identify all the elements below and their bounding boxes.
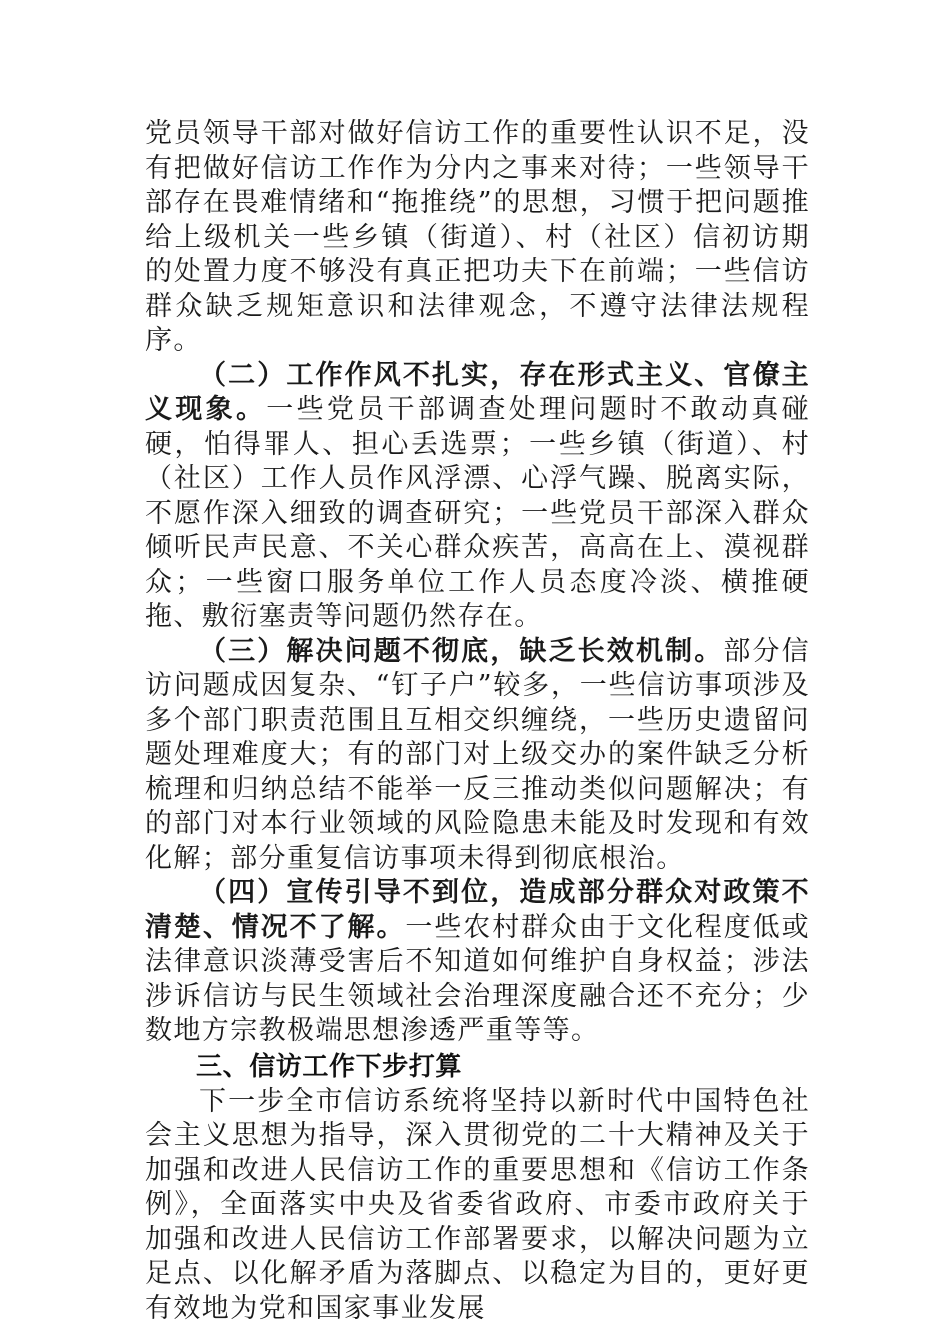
paragraph-3-lead: （三）解决问题不彻底，缺乏长效机制。 [199, 635, 724, 667]
paragraph-4-body: 一些农村群众由于文化程度低或法律意识淡薄受害后不知道如何维护自身权益；涉法涉诉信访与民生领域社会治理深度融合还不充分；少数地方宗教极端思想渗透严重等等。 [145, 911, 810, 1046]
paragraph-2 [145, 359, 810, 635]
paragraph-2-lead: （二）工作作风不扎实，存在形式主义、官僚主义现象。 [145, 359, 810, 425]
paragraph-4 [145, 876, 810, 1049]
paragraph-2-body: 一些党员干部调查处理问题时不敢动真碰硬，怕得罪人、担心丢选票；一些乡镇（街道）、村（社区）工作人员作风浮漂、心浮气躁、脱离实际，不愿作深入细致的调查研究；一些党员干部深入群众倾听民声民意、不关心群众疾苦，高高在上、漠视群众；一些窗口服务单位工作人员态度冷淡、横推硬拖、敷衍塞责等问题仍然存在。 [145, 394, 810, 632]
paragraph-4-lead: （四）宣传引导不到位，造成部分群众对政策不清楚、情况不了解。 [145, 877, 810, 943]
paragraph-5: 下一步全市信访系统将坚持以新时代中国特色社会主义思想为指导，深入贯彻党的二十大精神及关于加强和改进人民信访工作的重要思想和《信访工作条例》，全面落实中央及省委省政府、市委市政府关于加强和改进人民信访工作部署要求，以解决问题为立足点、以化解矛盾为落脚点、以稳定为目的，更好更有效地为党和国家事业发展 [145, 1085, 810, 1324]
section-heading-3: 三、信访工作下步打算 [196, 1051, 463, 1082]
paragraph-3-body: 部分信访问题成因复杂、“钉子户”较多，一些信访事项涉及多个部门职责范围且互相交织缠绕，一些历史遗留问题处理难度大；有的部门对上级交办的案件缺乏分析梳理和归纳总结不能举一反三推动类似问题解决；有的部门对本行业领域的风险隐患未能及时发现和有效化解；部分重复信访事项未得到彻底根治。 [145, 635, 811, 874]
document-page [145, 117, 810, 1326]
paragraph-1: 党员领导干部对做好信访工作的重要性认识不足，没有把做好信访工作作为分内之事来对待；一些领导干部存在畏难情绪和“拖推绕”的思想，习惯于把问题推给上级机关一些乡镇（街道）、村（社区）信初访期的处置力度不够没有真正把功夫下在前端；一些信访群众缺乏规矩意识和法律观念，不遵守法律法规程序。 [145, 118, 810, 356]
paragraph-3 [145, 635, 810, 877]
